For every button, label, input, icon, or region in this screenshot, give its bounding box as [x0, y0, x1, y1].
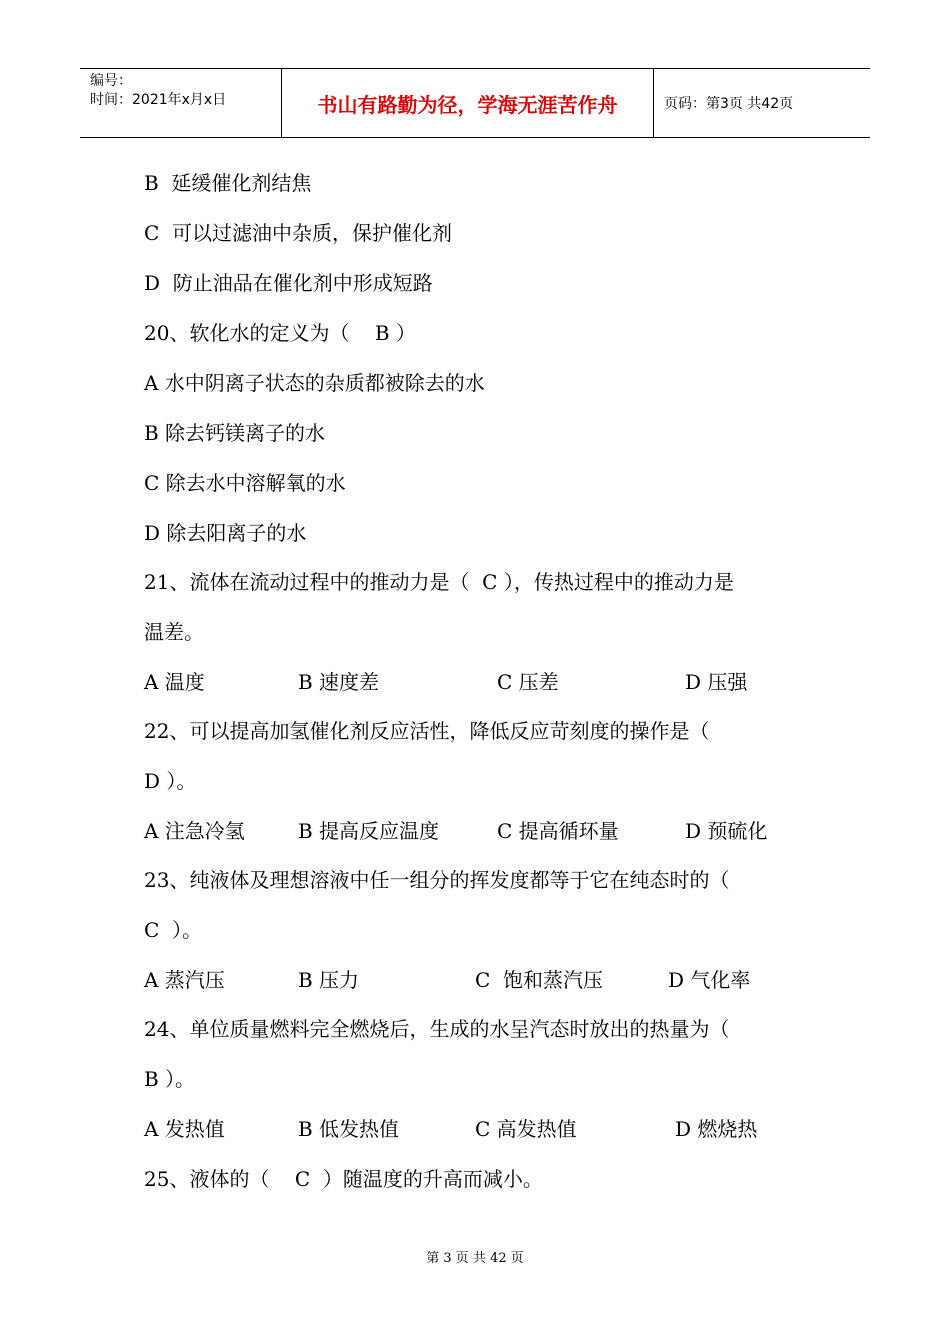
text-line: B 延缓催化剂结焦 [144, 171, 312, 195]
text-line: D 除去阳离子的水 [144, 521, 307, 545]
header-motto-cell [282, 69, 654, 137]
option: C 高发热值 [475, 1117, 577, 1141]
text-line: C ）。 [144, 918, 203, 942]
header-page-number: 页码：第3页 共42页 [664, 96, 794, 112]
page-footer: 第 3 页 共 42 页 [426, 1251, 524, 1266]
text-line: A 水中阴离子状态的杂质都被除去的水 [144, 371, 485, 395]
option: A 发热值 [144, 1117, 225, 1141]
header-meta [80, 69, 282, 137]
option: B 低发热值 [298, 1117, 400, 1141]
option: D 压强 [685, 670, 748, 694]
text-line: C 除去水中溶解氧的水 [144, 471, 346, 495]
text-line: C 可以过滤油中杂质，保护催化剂 [144, 221, 453, 245]
options-row-24 [144, 1116, 758, 1142]
text-line: D ）。 [144, 769, 197, 793]
question-22: 22、可以提高加氢催化剂反应活性，降低反应苛刻度的操作是（ [144, 719, 710, 743]
question-21: 21、流体在流动过程中的推动力是（ C ），传热过程中的推动力是 [144, 570, 734, 594]
options-row-22 [144, 818, 768, 844]
option: A 蒸汽压 [144, 968, 225, 992]
question-20: 20、软化水的定义为（ B ） [144, 321, 416, 345]
option: A 注急冷氢 [144, 819, 245, 843]
option: D 燃烧热 [675, 1117, 758, 1141]
option: A 温度 [144, 670, 205, 694]
option: B 压力 [298, 968, 360, 992]
document-number: 编号： [90, 73, 132, 89]
question-24: 24、单位质量燃料完全燃烧后，生成的水呈汽态时放出的热量为（ [144, 1017, 730, 1041]
question-25: 25、液体的（ C ）随温度的升高而减小。 [144, 1167, 543, 1191]
page-header [80, 68, 870, 138]
text-line: B 除去钙镁离子的水 [144, 421, 326, 445]
option: D 预硫化 [685, 819, 768, 843]
option: C 提高循环量 [497, 819, 619, 843]
options-row-21 [144, 669, 748, 695]
header-motto: 书山有路勤为径，学海无涯苦作舟 [317, 92, 618, 117]
text-line: D 防止油品在催化剂中形成短路 [144, 271, 433, 295]
options-row-23 [144, 967, 751, 993]
question-23: 23、纯液体及理想溶液中任一组分的挥发度都等于它在纯态时的（ [144, 868, 730, 892]
text-line: 温差。 [144, 620, 204, 644]
option: C 饱和蒸汽压 [475, 968, 604, 992]
document-date: 时间：2021年x月x日 [90, 92, 227, 108]
header-page-cell [654, 69, 870, 137]
option: C 压差 [497, 670, 559, 694]
text-line: B ）。 [144, 1067, 196, 1091]
option: B 速度差 [298, 670, 380, 694]
option: D 气化率 [668, 968, 751, 992]
option: B 提高反应温度 [298, 819, 440, 843]
